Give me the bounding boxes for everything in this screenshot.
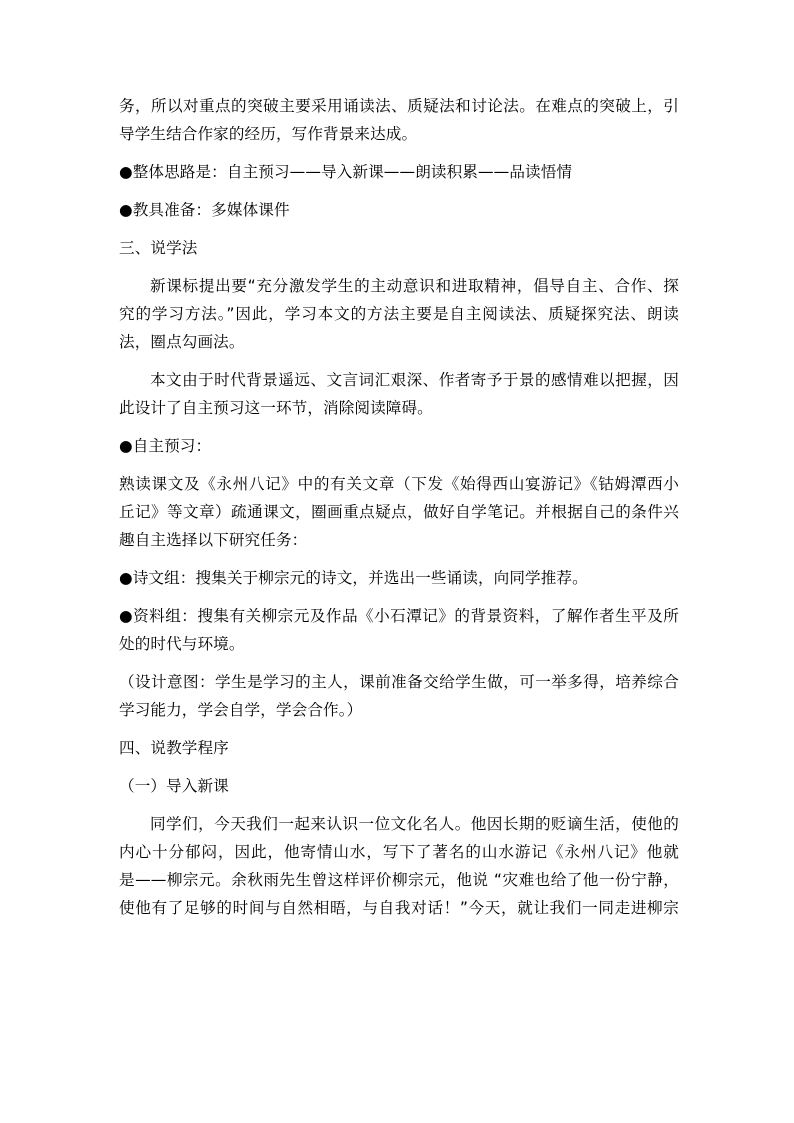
text-line: 丘记》等文章）疏通课文，圈画重点疑点，做好自学笔记。并根据自己的条件兴 [119,503,679,521]
text-line: 趣自主选择以下研究任务： [119,531,308,549]
text-line: 法，圈点勾画法。 [119,333,245,351]
bullet-poetry-group [119,564,679,592]
text-line: （一）导入新课 [119,777,229,795]
text-line: 此设计了自主预习这一环节，消除阅读障碍。 [119,399,433,417]
text-line: 处的时代与环境。 [119,635,245,653]
text-line: 导学生结合作家的经历，写作背景来达成。 [119,125,418,143]
subsection-heading-introduction [119,772,679,800]
bullet-overall-approach [119,158,679,186]
text-line: （设计意图：学生是学习的主人，课前准备交给学生做，可一举多得，培养综合 [119,673,679,691]
text-line: 务，所以对重点的突破主要采用诵读法、质疑法和讨论法。在难点的突破上，引 [119,97,679,115]
bullet-materials-group [119,602,679,658]
section-heading-teaching-procedure [119,734,679,762]
text-line: 学习能力，学会自学，学会合作。） [119,701,363,719]
text-line: ●诗文组：搜集关于柳宗元的诗文，并选出一些诵读，向同学推荐。 [119,569,588,587]
document-body [119,92,679,932]
text-line: 熟读课文及《永州八记》中的有关文章（下发《始得西山宴游记》《钴姆潭西小 [119,475,679,493]
text-line: 本文由于时代背景遥远、文言词汇艰深、作者寄予于景的感情难以把握，因 [150,371,679,389]
text-line: 四、说教学程序 [119,739,229,757]
text-line: 使他有了足够的时间与自然相晤，与自我对话！”今天，就让我们一同走进柳宗 [119,899,679,917]
text-line: 内心十分郁闷，因此，他寄情山水，写下了著名的山水游记《永州八记》他就 [119,843,679,861]
text-line: 同学们，今天我们一起来认识一位文化名人。他因长期的贬谪生活，使他的 [150,815,679,833]
text-line: ●教具准备：多媒体课件 [119,201,290,219]
bullet-teaching-aids [119,196,679,224]
text-line: ●资料组：搜集有关柳宗元及作品《小石潭记》的背景资料，了解作者生平及所 [119,607,679,625]
text-line: 三、说学法 [119,239,198,257]
text-line: 新课标提出要“充分激发学生的主动意识和进取精神，倡导自主、合作、探 [150,277,679,295]
paragraph-teaching-methods-cont [119,92,679,148]
paragraph-preview-rationale [119,366,679,422]
bullet-self-preview [119,432,679,460]
text-line: 究的学习方法。”因此，学习本文的方法主要是自主阅读法、质疑探究法、朗读 [119,305,679,323]
paragraph-preview-tasks [119,470,679,554]
text-line: ●自主预习： [119,437,212,455]
paragraph-design-intent [119,668,679,724]
section-heading-learning-methods [119,234,679,262]
text-line: 是——柳宗元。余秋雨先生曾这样评价柳宗元，他说 “灾难也给了他一份宁静， [119,871,679,889]
text-line: ●整体思路是：自主预习——导入新课——朗读积累——品读悟情 [119,163,573,181]
paragraph-curriculum-standard [119,272,679,356]
paragraph-introduction-speech [119,810,679,922]
